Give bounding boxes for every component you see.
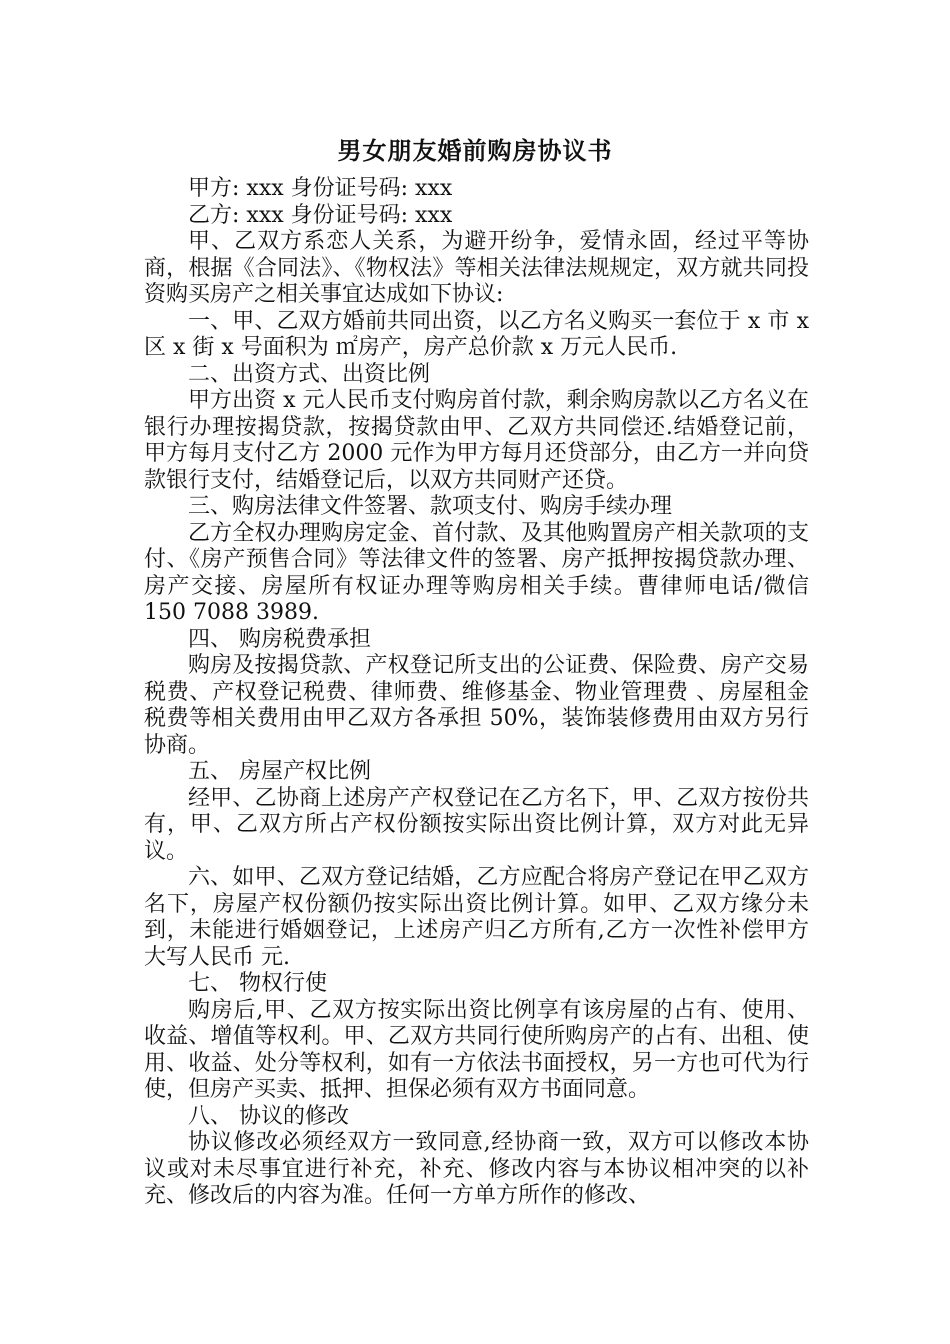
clause-2-paragraph: 甲方出资 x 元人民币支付购房首付款，剩余购房款以乙方名义在银行办理按揭贷款，按揭贷款由甲、乙双方共同偿还.结婚登记前，甲方每月支付乙方 2000 元作为甲方每月还贷部分，由乙方一并向贷款银行支付，结婚登记后，以双方共同财产还贷。 [144,388,809,493]
clause-7-paragraph: 购房后,甲、乙双方按实际出资比例享有该房屋的占有、使用、收益、增值等权利。甲、乙双方共同行使所购房产的占有、出租、使用、收益、处分等权利，如有一方依法书面授权，另一方也可代为行使，但房产买卖、抵押、担保必须有双方书面同意。 [144,997,809,1102]
document-body [144,176,809,1210]
clause-3-heading: 三、购房法律文件签署、款项支付、购房手续办理 [188,494,673,519]
clause-8-heading: 八、 协议的修改 [188,1103,349,1129]
clause-4-heading: 四、 购房税费承担 [188,626,371,652]
preamble-paragraph: 甲、乙双方系恋人关系，为避开纷争，爱情永固，经过平等协商，根据《合同法》、《物权法》等相关法律法规规定，双方就共同投资购买房产之相关事宜达成如下协议: [144,229,809,307]
document-title: 男女朋友婚前购房协议书 [337,136,613,165]
clause-3-paragraph: 乙方全权办理购房定金、首付款、及其他购置房产相关款项的支付、《房产预售合同》等法律文件的签署、房产抵押按揭贷款办理、房产交接、房屋所有权证办理等购房相关手续。曹律师电话/微信 150 7088 3989. [144,520,809,625]
clause-6-paragraph: 六、如甲、乙双方登记结婚，乙方应配合将房产登记在甲乙双方名下，房屋产权份额仍按实际出资比例计算。如甲、乙双方缘分未到，未能进行婚姻登记，上述房产归乙方所有,乙方一次性补偿甲方大写人民币 元. [144,865,809,970]
clause-5-heading: 五、 房屋产权比例 [188,759,371,784]
party-b-line: 乙方: xxx 身份证号码: xxx [188,202,453,228]
clause-8-paragraph: 协议修改必须经双方一致同意,经协商一致，双方可以修改本协议或对未尽事宜进行补充，补充、修改内容与本协议相冲突的以补充、修改后的内容为准。任何一方单方所作的修改、 [144,1130,809,1208]
clause-4-paragraph: 购房及按揭贷款、产权登记所支出的公证费、保险费、房产交易税费、产权登记税费、律师费、维修基金、物业管理费 、房屋租金税费等相关费用由甲乙双方各承担 50%，装饰装修费用由双方另行协商。 [144,653,809,758]
clause-5-paragraph: 经甲、乙协商上述房产产权登记在乙方名下，甲、乙双方按份共有，甲、乙双方所占产权份额按实际出资比例计算，双方对此无异议。 [144,785,809,864]
clause-2-heading: 二、出资方式、出资比例 [188,361,431,387]
clause-7-heading: 七、 物权行使 [188,971,327,996]
party-a-line: 甲方: xxx 身份证号码: xxx [188,176,453,201]
clause-1-paragraph: 一、甲、乙双方婚前共同出资，以乙方名义购买一套位于 x 市 x 区 x 街 x 号面积为 ㎡房产，房产总价款 x 万元人民币. [144,308,809,360]
